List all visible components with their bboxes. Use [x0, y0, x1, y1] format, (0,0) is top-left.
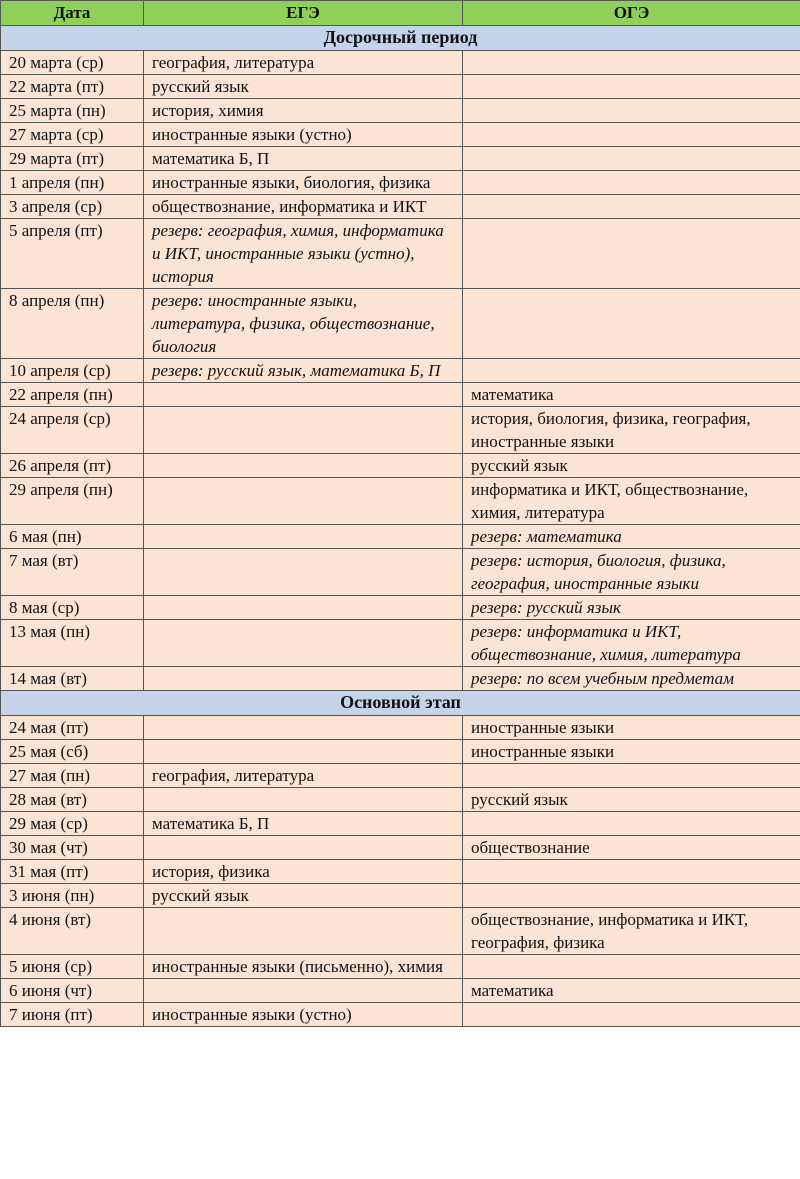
ege-cell: русский язык	[144, 884, 463, 908]
date-cell: 29 апреля (пн)	[1, 478, 144, 525]
ege-cell: иностранные языки (письменно), химия	[144, 955, 463, 979]
oge-cell: история, биология, физика, география, иностранные языки	[463, 407, 800, 454]
date-cell: 24 апреля (ср)	[1, 407, 144, 454]
table-row	[1, 764, 800, 788]
ege-cell: история, химия	[144, 99, 463, 123]
table-row	[1, 955, 800, 979]
ege-cell	[144, 549, 463, 596]
table-row	[1, 620, 800, 667]
section-row	[1, 691, 800, 716]
oge-cell	[463, 955, 800, 979]
date-cell: 22 марта (пт)	[1, 75, 144, 99]
table-row	[1, 908, 800, 955]
table-row	[1, 147, 800, 171]
oge-cell	[463, 764, 800, 788]
table-row	[1, 860, 800, 884]
date-cell: 27 марта (ср)	[1, 123, 144, 147]
header-ege: ЕГЭ	[144, 1, 463, 26]
oge-cell	[463, 99, 800, 123]
table-row	[1, 171, 800, 195]
date-cell: 28 мая (вт)	[1, 788, 144, 812]
date-cell: 8 апреля (пн)	[1, 289, 144, 359]
date-cell: 29 марта (пт)	[1, 147, 144, 171]
date-cell: 7 июня (пт)	[1, 1003, 144, 1027]
ege-cell: резерв: география, химия, информатика и ИКТ, иностранные языки (устно), история	[144, 219, 463, 289]
table-row	[1, 788, 800, 812]
oge-cell: резерв: история, биология, физика, география, иностранные языки	[463, 549, 800, 596]
ege-cell	[144, 407, 463, 454]
ege-cell: география, литература	[144, 764, 463, 788]
table-row	[1, 195, 800, 219]
oge-cell	[463, 812, 800, 836]
oge-cell: иностранные языки	[463, 716, 800, 740]
oge-cell: иностранные языки	[463, 740, 800, 764]
oge-cell: обществознание	[463, 836, 800, 860]
date-cell: 25 марта (пн)	[1, 99, 144, 123]
date-cell: 13 мая (пн)	[1, 620, 144, 667]
date-cell: 30 мая (чт)	[1, 836, 144, 860]
date-cell: 22 апреля (пн)	[1, 383, 144, 407]
ege-cell	[144, 788, 463, 812]
ege-cell	[144, 478, 463, 525]
oge-cell	[463, 289, 800, 359]
ege-cell	[144, 908, 463, 955]
date-cell: 27 мая (пн)	[1, 764, 144, 788]
section-title: Досрочный период	[1, 26, 800, 51]
oge-cell	[463, 51, 800, 75]
table-row	[1, 383, 800, 407]
table-row	[1, 219, 800, 289]
table-row	[1, 75, 800, 99]
table-row	[1, 359, 800, 383]
oge-cell: резерв: по всем учебным предметам	[463, 667, 800, 691]
ege-cell	[144, 620, 463, 667]
ege-cell: иностранные языки (устно)	[144, 1003, 463, 1027]
date-cell: 3 апреля (ср)	[1, 195, 144, 219]
table-row	[1, 407, 800, 454]
ege-cell: география, литература	[144, 51, 463, 75]
table-row	[1, 51, 800, 75]
ege-cell: резерв: иностранные языки, литература, физика, обществознание, биология	[144, 289, 463, 359]
table-row	[1, 123, 800, 147]
date-cell: 14 мая (вт)	[1, 667, 144, 691]
date-cell: 5 апреля (пт)	[1, 219, 144, 289]
ege-cell: обществознание, информатика и ИКТ	[144, 195, 463, 219]
ege-cell: математика Б, П	[144, 812, 463, 836]
table-row	[1, 740, 800, 764]
oge-cell	[463, 147, 800, 171]
date-cell: 8 мая (ср)	[1, 596, 144, 620]
oge-cell: русский язык	[463, 454, 800, 478]
oge-cell: русский язык	[463, 788, 800, 812]
table-row	[1, 549, 800, 596]
ege-cell: резерв: русский язык, математика Б, П	[144, 359, 463, 383]
table-row	[1, 884, 800, 908]
oge-cell: резерв: математика	[463, 525, 800, 549]
date-cell: 5 июня (ср)	[1, 955, 144, 979]
oge-cell	[463, 884, 800, 908]
date-cell: 6 июня (чт)	[1, 979, 144, 1003]
table-row	[1, 454, 800, 478]
date-cell: 24 мая (пт)	[1, 716, 144, 740]
header-oge: ОГЭ	[463, 1, 800, 26]
ege-cell	[144, 836, 463, 860]
table-row	[1, 478, 800, 525]
ege-cell: иностранные языки (устно)	[144, 123, 463, 147]
ege-cell	[144, 716, 463, 740]
ege-cell: русский язык	[144, 75, 463, 99]
date-cell: 26 апреля (пт)	[1, 454, 144, 478]
ege-cell	[144, 740, 463, 764]
table-row	[1, 289, 800, 359]
oge-cell	[463, 171, 800, 195]
table-row	[1, 99, 800, 123]
oge-cell: обществознание, информатика и ИКТ, география, физика	[463, 908, 800, 955]
section-title: Основной этап	[1, 691, 800, 716]
ege-cell: математика Б, П	[144, 147, 463, 171]
table-row	[1, 836, 800, 860]
oge-cell	[463, 1003, 800, 1027]
ege-cell	[144, 596, 463, 620]
ege-cell	[144, 667, 463, 691]
date-cell: 10 апреля (ср)	[1, 359, 144, 383]
oge-cell: математика	[463, 979, 800, 1003]
table-row	[1, 525, 800, 549]
table-row	[1, 667, 800, 691]
oge-cell	[463, 75, 800, 99]
date-cell: 3 июня (пн)	[1, 884, 144, 908]
header-date: Дата	[1, 1, 144, 26]
oge-cell: резерв: информатика и ИКТ, обществознание, химия, литература	[463, 620, 800, 667]
oge-cell: информатика и ИКТ, обществознание, химия, литература	[463, 478, 800, 525]
section-row	[1, 26, 800, 51]
table-row	[1, 596, 800, 620]
date-cell: 6 мая (пн)	[1, 525, 144, 549]
oge-cell	[463, 860, 800, 884]
date-cell: 25 мая (сб)	[1, 740, 144, 764]
ege-cell	[144, 454, 463, 478]
date-cell: 4 июня (вт)	[1, 908, 144, 955]
ege-cell: история, физика	[144, 860, 463, 884]
oge-cell	[463, 123, 800, 147]
date-cell: 7 мая (вт)	[1, 549, 144, 596]
ege-cell: иностранные языки, биология, физика	[144, 171, 463, 195]
oge-cell: резерв: русский язык	[463, 596, 800, 620]
table-row	[1, 1003, 800, 1027]
date-cell: 1 апреля (пн)	[1, 171, 144, 195]
ege-cell	[144, 525, 463, 549]
date-cell: 31 мая (пт)	[1, 860, 144, 884]
oge-cell	[463, 195, 800, 219]
date-cell: 20 марта (ср)	[1, 51, 144, 75]
table-row	[1, 979, 800, 1003]
table-row	[1, 716, 800, 740]
schedule-body	[1, 26, 800, 1027]
table-row	[1, 812, 800, 836]
ege-cell	[144, 383, 463, 407]
header-row	[1, 1, 800, 26]
ege-cell	[144, 979, 463, 1003]
oge-cell	[463, 219, 800, 289]
oge-cell	[463, 359, 800, 383]
date-cell: 29 мая (ср)	[1, 812, 144, 836]
oge-cell: математика	[463, 383, 800, 407]
